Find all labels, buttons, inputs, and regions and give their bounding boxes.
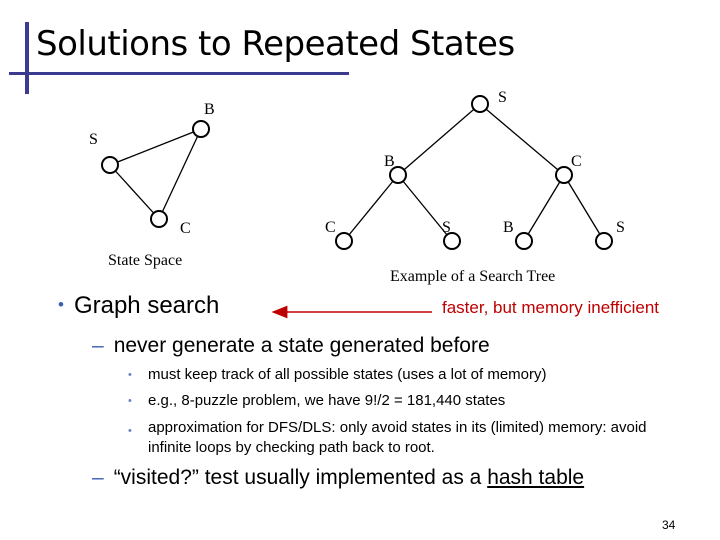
tree-edge-c-b (524, 175, 564, 241)
state-label-c: C (180, 220, 191, 237)
sub-bullet-8-puzzle (128, 392, 505, 409)
tree-label-c: C (571, 153, 582, 170)
tree-label-c-s: S (616, 219, 625, 236)
sub-bullet-memory-text: must keep track of all possible states (uses a lot of memory) (148, 366, 547, 383)
search-tree-caption: Example of a Search Tree (390, 268, 556, 285)
tree-label-c-b: B (503, 219, 514, 236)
sub-bullet-8-puzzle-text: e.g., 8-puzzle problem, we have 9!/2 = 181,440 states (148, 392, 506, 409)
state-node-s (102, 157, 118, 173)
page-number: 34 (662, 518, 676, 532)
state-label-s: S (89, 131, 98, 148)
sub-bullet-dot: • (128, 425, 132, 437)
tree-label-root-s: S (498, 89, 507, 106)
tree-edge-root-b (398, 104, 480, 175)
bullet-visited-test (92, 466, 584, 490)
sub-bullet-approximation (128, 418, 668, 458)
sub-bullet-approximation-text: approximation for DFS/DLS: only avoid states in its (limited) memory: avoid infinite loops by checking path back to root. (148, 419, 647, 456)
tree-node-c-s (596, 233, 612, 249)
tree-edge-c-s (564, 175, 604, 241)
visited-test-text: “visited?” test usually implemented as a (113, 466, 488, 489)
sub-bullet-dot: • (128, 369, 132, 381)
tree-node-root-s (472, 96, 488, 112)
search-tree (325, 89, 625, 285)
state-node-b (193, 121, 209, 137)
tree-node-b-c (336, 233, 352, 249)
tree-edge-b-c (344, 175, 398, 241)
tree-label-b: B (384, 153, 395, 170)
state-space-graph (89, 101, 215, 269)
edge-s-c (110, 165, 159, 219)
never-generate-text: never generate a state generated before (113, 334, 490, 357)
dash-marker: – (92, 466, 104, 489)
faster-note: faster, but memory inefficient (442, 298, 660, 317)
tree-node-c (556, 167, 572, 183)
state-label-b: B (204, 101, 215, 118)
dash-marker: – (92, 334, 104, 357)
tree-label-b-s: S (442, 219, 451, 236)
bullet-graph-search (58, 292, 219, 320)
bullet-dot: • (58, 295, 64, 314)
sub-bullet-dot: • (128, 395, 132, 407)
hash-table-term: hash table (487, 466, 585, 489)
tree-edge-root-c (480, 104, 564, 175)
state-node-c (151, 211, 167, 227)
tree-node-c-b (516, 233, 532, 249)
tree-label-b-c: C (325, 219, 336, 236)
sub-bullet-memory (128, 366, 547, 383)
graph-search-label: Graph search (73, 292, 220, 319)
slide-title: Solutions to Repeated States (36, 24, 515, 64)
state-space-caption: State Space (108, 252, 183, 269)
bullet-never-generate (92, 334, 490, 358)
